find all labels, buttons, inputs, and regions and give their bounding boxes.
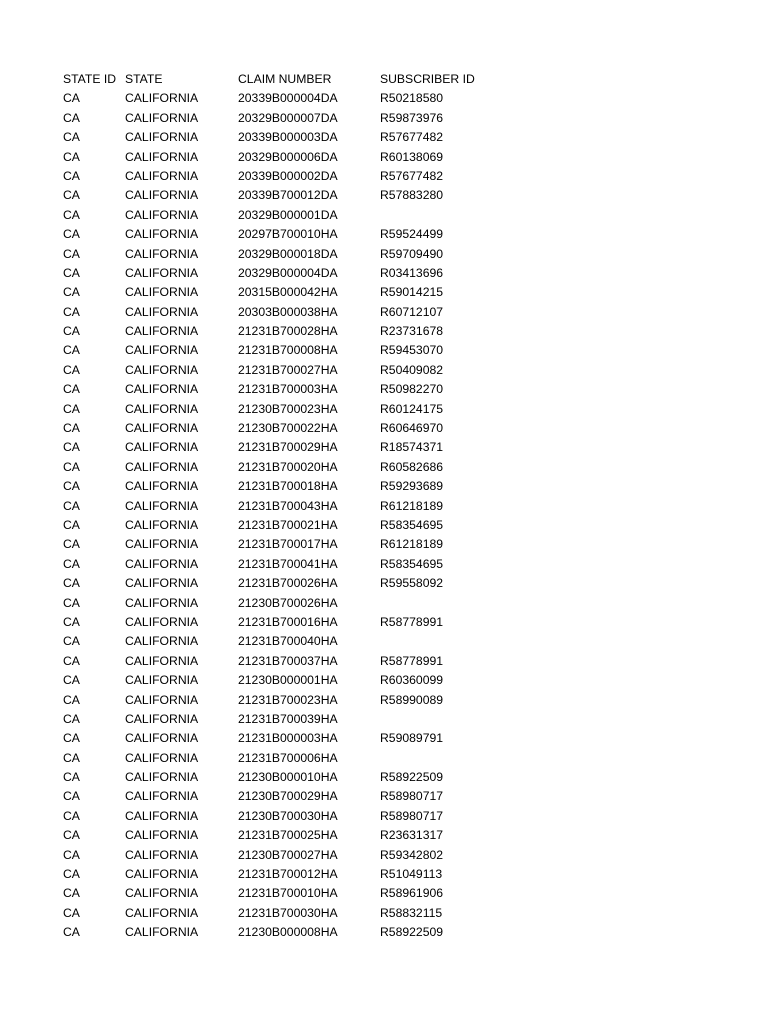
- cell-claim-number: 21231B700041HA: [238, 556, 338, 571]
- cell-state: CALIFORNIA: [125, 886, 199, 901]
- cell-claim-number: 21230B700023HA: [238, 401, 338, 416]
- cell-claim-number: 20303B000038HA: [238, 304, 338, 319]
- header-claim-number: CLAIM NUMBER: [238, 72, 332, 86]
- cell-state: CALIFORNIA: [125, 770, 199, 785]
- table-row: [63, 400, 483, 419]
- cell-claim-number: 20329B000004DA: [238, 265, 338, 280]
- cell-subscriber-id: R59873976: [380, 110, 444, 125]
- cell-state-id: CA: [63, 711, 80, 726]
- table-row: [63, 691, 483, 710]
- header-state-id: STATE ID: [63, 72, 117, 86]
- cell-subscriber-id: R51049113: [380, 867, 443, 882]
- cell-state: CALIFORNIA: [125, 459, 199, 474]
- cell-subscriber-id: R58980717: [380, 808, 444, 823]
- cell-subscriber-id: R59293689: [380, 479, 444, 494]
- cell-claim-number: 21231B700026HA: [238, 576, 338, 591]
- cell-state: CALIFORNIA: [125, 130, 199, 145]
- cell-subscriber-id: R60138069: [380, 149, 444, 164]
- cell-state-id: CA: [63, 110, 80, 125]
- cell-state: CALIFORNIA: [125, 731, 199, 746]
- cell-state: CALIFORNIA: [125, 828, 199, 843]
- cell-state-id: CA: [63, 188, 80, 203]
- cell-state-id: CA: [63, 673, 80, 688]
- cell-claim-number: 21230B700022HA: [238, 421, 338, 436]
- cell-claim-number: 21231B700003HA: [238, 382, 338, 397]
- cell-subscriber-id: R23731678: [380, 324, 444, 339]
- cell-state-id: CA: [63, 692, 80, 707]
- cell-subscriber-id: R58832115: [380, 905, 443, 920]
- cell-claim-number: 20339B000002DA: [238, 168, 338, 183]
- cell-subscriber-id: R61218189: [380, 498, 444, 513]
- cell-state-id: CA: [63, 382, 80, 397]
- cell-state-id: CA: [63, 517, 80, 532]
- table-row: [63, 884, 483, 903]
- cell-state-id: CA: [63, 362, 80, 377]
- cell-claim-number: 21231B700040HA: [238, 634, 338, 649]
- cell-claim-number: 21231B700016HA: [238, 614, 338, 629]
- cell-state-id: CA: [63, 556, 80, 571]
- cell-state: CALIFORNIA: [125, 634, 199, 649]
- cell-subscriber-id: R60124175: [380, 401, 444, 416]
- table-row: [63, 497, 483, 516]
- cell-state: CALIFORNIA: [125, 614, 199, 629]
- table-row: [63, 768, 483, 787]
- cell-claim-number: 21230B000010HA: [238, 770, 338, 785]
- cell-claim-number: 21231B000003HA: [238, 731, 338, 746]
- cell-state: CALIFORNIA: [125, 343, 199, 358]
- table-row: [63, 361, 483, 380]
- cell-subscriber-id: R50982270: [380, 382, 444, 397]
- cell-state-id: CA: [63, 808, 80, 823]
- cell-state: CALIFORNIA: [125, 847, 199, 862]
- cell-subscriber-id: R58990089: [380, 692, 444, 707]
- cell-state-id: CA: [63, 459, 80, 474]
- cell-claim-number: 21231B700039HA: [238, 711, 338, 726]
- cell-subscriber-id: R58778991: [380, 653, 444, 668]
- cell-state-id: CA: [63, 498, 80, 513]
- cell-state: CALIFORNIA: [125, 227, 199, 242]
- table-row: [63, 89, 483, 108]
- cell-state-id: CA: [63, 789, 80, 804]
- cell-state-id: CA: [63, 867, 80, 882]
- table-row: [63, 225, 483, 244]
- cell-state: CALIFORNIA: [125, 556, 199, 571]
- cell-state: CALIFORNIA: [125, 517, 199, 532]
- cell-claim-number: 20329B000006DA: [238, 149, 338, 164]
- cell-claim-number: 20329B000001DA: [238, 207, 338, 222]
- cell-state: CALIFORNIA: [125, 653, 199, 668]
- cell-state-id: CA: [63, 731, 80, 746]
- cell-claim-number: 20339B000003DA: [238, 130, 338, 145]
- cell-state: CALIFORNIA: [125, 711, 199, 726]
- cell-claim-number: 21230B000008HA: [238, 925, 338, 940]
- cell-state: CALIFORNIA: [125, 479, 199, 494]
- claims-table: [63, 70, 483, 943]
- table-row: [63, 865, 483, 884]
- cell-state: CALIFORNIA: [125, 537, 199, 552]
- table-row: [63, 148, 483, 167]
- cell-state-id: CA: [63, 343, 80, 358]
- cell-state-id: CA: [63, 324, 80, 339]
- cell-state-id: CA: [63, 227, 80, 242]
- cell-state: CALIFORNIA: [125, 595, 199, 610]
- table-row: [63, 594, 483, 613]
- cell-state: CALIFORNIA: [125, 867, 199, 882]
- cell-state-id: CA: [63, 440, 80, 455]
- table-row: [63, 264, 483, 283]
- cell-subscriber-id: R60360099: [380, 673, 444, 688]
- table-row: [63, 787, 483, 806]
- cell-claim-number: 20297B700010HA: [238, 227, 338, 242]
- cell-subscriber-id: R58354695: [380, 517, 444, 532]
- cell-state-id: CA: [63, 207, 80, 222]
- table-row: [63, 710, 483, 729]
- table-row: [63, 438, 483, 457]
- cell-state: CALIFORNIA: [125, 905, 199, 920]
- table-row: [63, 535, 483, 554]
- cell-subscriber-id: R58922509: [380, 925, 444, 940]
- cell-subscriber-id: R58922509: [380, 770, 444, 785]
- table-row: [63, 807, 483, 826]
- cell-subscriber-id: R60646970: [380, 421, 444, 436]
- cell-claim-number: 21231B700030HA: [238, 905, 338, 920]
- cell-claim-number: 21230B700030HA: [238, 808, 338, 823]
- table-row: [63, 477, 483, 496]
- table-row: [63, 749, 483, 768]
- table-row: [63, 846, 483, 865]
- cell-claim-number: 21231B700020HA: [238, 459, 338, 474]
- cell-state-id: CA: [63, 614, 80, 629]
- table-row: [63, 671, 483, 690]
- table-row: [63, 458, 483, 477]
- cell-state: CALIFORNIA: [125, 304, 199, 319]
- header-subscriber-id: SUBSCRIBER ID: [380, 72, 475, 86]
- cell-state: CALIFORNIA: [125, 498, 199, 513]
- cell-state-id: CA: [63, 576, 80, 591]
- table-row: [63, 923, 483, 942]
- cell-claim-number: 21231B700043HA: [238, 498, 338, 513]
- cell-state-id: CA: [63, 537, 80, 552]
- cell-state: CALIFORNIA: [125, 149, 199, 164]
- table-row: [63, 322, 483, 341]
- table-row: [63, 904, 483, 923]
- cell-subscriber-id: R23631317: [380, 828, 444, 843]
- cell-subscriber-id: R57677482: [380, 130, 444, 145]
- table-row: [63, 574, 483, 593]
- cell-subscriber-id: R50218580: [380, 91, 444, 106]
- table-row: [63, 632, 483, 651]
- cell-claim-number: 20329B000018DA: [238, 246, 338, 261]
- cell-state: CALIFORNIA: [125, 207, 199, 222]
- cell-claim-number: 21231B700006HA: [238, 750, 338, 765]
- table-row: [63, 652, 483, 671]
- cell-state-id: CA: [63, 886, 80, 901]
- cell-state-id: CA: [63, 750, 80, 765]
- cell-claim-number: 21231B700023HA: [238, 692, 338, 707]
- cell-state-id: CA: [63, 285, 80, 300]
- cell-claim-number: 21231B700012HA: [238, 867, 338, 882]
- cell-claim-number: 21231B700010HA: [238, 886, 338, 901]
- table-row: [63, 729, 483, 748]
- cell-subscriber-id: R18574371: [380, 440, 444, 455]
- cell-claim-number: 21231B700029HA: [238, 440, 338, 455]
- cell-state: CALIFORNIA: [125, 382, 199, 397]
- cell-state-id: CA: [63, 905, 80, 920]
- cell-claim-number: 21231B700028HA: [238, 324, 338, 339]
- cell-subscriber-id: R59342802: [380, 847, 444, 862]
- cell-state: CALIFORNIA: [125, 110, 199, 125]
- table-row: [63, 167, 483, 186]
- cell-subscriber-id: R58354695: [380, 556, 444, 571]
- cell-state: CALIFORNIA: [125, 576, 199, 591]
- cell-claim-number: 21230B700026HA: [238, 595, 338, 610]
- cell-state: CALIFORNIA: [125, 673, 199, 688]
- table-row: [63, 613, 483, 632]
- cell-state: CALIFORNIA: [125, 168, 199, 183]
- header-state: STATE: [125, 72, 163, 86]
- table-row: [63, 341, 483, 360]
- cell-state-id: CA: [63, 634, 80, 649]
- cell-claim-number: 21231B700017HA: [238, 537, 338, 552]
- cell-state-id: CA: [63, 149, 80, 164]
- table-row: [63, 283, 483, 302]
- cell-state: CALIFORNIA: [125, 265, 199, 280]
- table-row: [63, 826, 483, 845]
- cell-claim-number: 21231B700018HA: [238, 479, 338, 494]
- cell-subscriber-id: R58961906: [380, 886, 444, 901]
- cell-subscriber-id: R59014215: [380, 285, 444, 300]
- cell-subscriber-id: R59524499: [380, 227, 444, 242]
- table-row: [63, 128, 483, 147]
- table-header-row: [63, 70, 483, 89]
- cell-subscriber-id: R57883280: [380, 188, 444, 203]
- table-row: [63, 109, 483, 128]
- cell-claim-number: 21231B700021HA: [238, 517, 338, 532]
- cell-subscriber-id: R61218189: [380, 537, 444, 552]
- cell-subscriber-id: R59453070: [380, 343, 444, 358]
- cell-claim-number: 21231B700027HA: [238, 362, 338, 377]
- cell-state-id: CA: [63, 130, 80, 145]
- cell-state: CALIFORNIA: [125, 285, 199, 300]
- cell-state-id: CA: [63, 925, 80, 940]
- cell-state-id: CA: [63, 421, 80, 436]
- cell-state: CALIFORNIA: [125, 401, 199, 416]
- cell-claim-number: 20329B000007DA: [238, 110, 338, 125]
- cell-state: CALIFORNIA: [125, 808, 199, 823]
- cell-state-id: CA: [63, 847, 80, 862]
- table-row: [63, 206, 483, 225]
- cell-state-id: CA: [63, 653, 80, 668]
- cell-claim-number: 21231B700025HA: [238, 828, 338, 843]
- cell-subscriber-id: R58980717: [380, 789, 444, 804]
- cell-claim-number: 21230B700027HA: [238, 847, 338, 862]
- cell-state: CALIFORNIA: [125, 789, 199, 804]
- cell-state-id: CA: [63, 770, 80, 785]
- cell-state: CALIFORNIA: [125, 750, 199, 765]
- cell-claim-number: 20315B000042HA: [238, 285, 338, 300]
- cell-claim-number: 21231B700037HA: [238, 653, 338, 668]
- cell-claim-number: 21231B700008HA: [238, 343, 338, 358]
- cell-state-id: CA: [63, 479, 80, 494]
- cell-subscriber-id: R60712107: [380, 304, 444, 319]
- table-row: [63, 419, 483, 438]
- cell-subscriber-id: R58778991: [380, 614, 444, 629]
- cell-claim-number: 20339B700012DA: [238, 188, 338, 203]
- cell-subscriber-id: R57677482: [380, 168, 444, 183]
- cell-claim-number: 21230B000001HA: [238, 673, 338, 688]
- cell-subscriber-id: R60582686: [380, 459, 444, 474]
- cell-claim-number: 20339B000004DA: [238, 91, 338, 106]
- cell-state: CALIFORNIA: [125, 440, 199, 455]
- cell-subscriber-id: R03413696: [380, 265, 444, 280]
- cell-state: CALIFORNIA: [125, 925, 199, 940]
- cell-state-id: CA: [63, 304, 80, 319]
- cell-claim-number: 21230B700029HA: [238, 789, 338, 804]
- cell-state: CALIFORNIA: [125, 188, 199, 203]
- cell-state: CALIFORNIA: [125, 362, 199, 377]
- cell-subscriber-id: R59558092: [380, 576, 444, 591]
- table-row: [63, 555, 483, 574]
- table-row: [63, 245, 483, 264]
- cell-subscriber-id: R59089791: [380, 731, 444, 746]
- cell-state: CALIFORNIA: [125, 246, 199, 261]
- cell-state: CALIFORNIA: [125, 91, 199, 106]
- table-row: [63, 303, 483, 322]
- cell-state: CALIFORNIA: [125, 324, 199, 339]
- cell-subscriber-id: R50409082: [380, 362, 444, 377]
- cell-state-id: CA: [63, 246, 80, 261]
- cell-state-id: CA: [63, 168, 80, 183]
- cell-subscriber-id: R59709490: [380, 246, 444, 261]
- cell-state-id: CA: [63, 828, 80, 843]
- table-row: [63, 186, 483, 205]
- table-row: [63, 380, 483, 399]
- table-body: [63, 89, 483, 942]
- table-row: [63, 516, 483, 535]
- cell-state-id: CA: [63, 595, 80, 610]
- cell-state-id: CA: [63, 265, 80, 280]
- cell-state-id: CA: [63, 91, 80, 106]
- cell-state: CALIFORNIA: [125, 692, 199, 707]
- cell-state: CALIFORNIA: [125, 421, 199, 436]
- cell-state-id: CA: [63, 401, 80, 416]
